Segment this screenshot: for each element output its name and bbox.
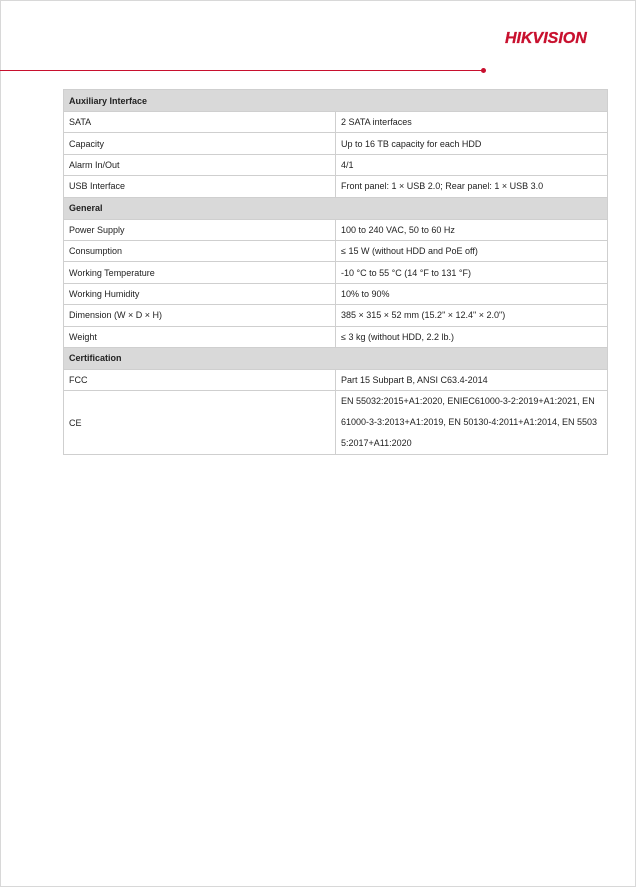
row-label: Weight	[64, 326, 336, 347]
header-rule	[0, 70, 482, 71]
section-header-certification	[64, 347, 608, 369]
row-label: Consumption	[64, 240, 336, 261]
row-label: CE	[64, 391, 336, 455]
table-row	[64, 133, 608, 154]
row-label: Capacity	[64, 133, 336, 154]
table-row	[64, 305, 608, 326]
row-value: Up to 16 TB capacity for each HDD	[336, 133, 608, 154]
spec-table	[63, 89, 608, 455]
row-value: ≤ 3 kg (without HDD, 2.2 lb.)	[336, 326, 608, 347]
row-label: FCC	[64, 369, 336, 390]
section-title: Auxiliary Interface	[64, 90, 608, 112]
row-label: Working Humidity	[64, 283, 336, 304]
row-value: 4/1	[336, 154, 608, 175]
row-value: ≤ 15 W (without HDD and PoE off)	[336, 240, 608, 261]
row-label: USB Interface	[64, 176, 336, 197]
row-label: Alarm In/Out	[64, 154, 336, 175]
hikvision-logo: HIKVISION	[505, 30, 587, 47]
section-header-general	[64, 197, 608, 219]
section-title: Certification	[64, 347, 608, 369]
section-title: General	[64, 197, 608, 219]
table-row	[64, 283, 608, 304]
row-label: Dimension (W × D × H)	[64, 305, 336, 326]
row-value: 2 SATA interfaces	[336, 112, 608, 133]
row-value: -10 °C to 55 °C (14 °F to 131 °F)	[336, 262, 608, 283]
table-row	[64, 326, 608, 347]
table-row	[64, 154, 608, 175]
table-row	[64, 240, 608, 261]
table-row	[64, 369, 608, 390]
row-value: 100 to 240 VAC, 50 to 60 Hz	[336, 219, 608, 240]
row-value: Front panel: 1 × USB 2.0; Rear panel: 1 × USB 3.0	[336, 176, 608, 197]
table-row	[64, 262, 608, 283]
table-row	[64, 176, 608, 197]
row-label: SATA	[64, 112, 336, 133]
row-value: 385 × 315 × 52 mm (15.2" × 12.4" × 2.0")	[336, 305, 608, 326]
table-row	[64, 219, 608, 240]
row-value: EN 55032:2015+A1:2020, ENIEC61000-3-2:2019+A1:2021, EN 61000-3-3:2013+A1:2019, EN 50130-4:2011+A1:2014, EN 55035:2017+A11:2020	[336, 391, 608, 455]
table-row	[64, 391, 608, 455]
row-label: Power Supply	[64, 219, 336, 240]
section-header-auxiliary-interface	[64, 90, 608, 112]
row-value: 10% to 90%	[336, 283, 608, 304]
row-label: Working Temperature	[64, 262, 336, 283]
header-rule-dot	[481, 68, 486, 73]
row-value: Part 15 Subpart B, ANSI C63.4-2014	[336, 369, 608, 390]
table-row	[64, 112, 608, 133]
